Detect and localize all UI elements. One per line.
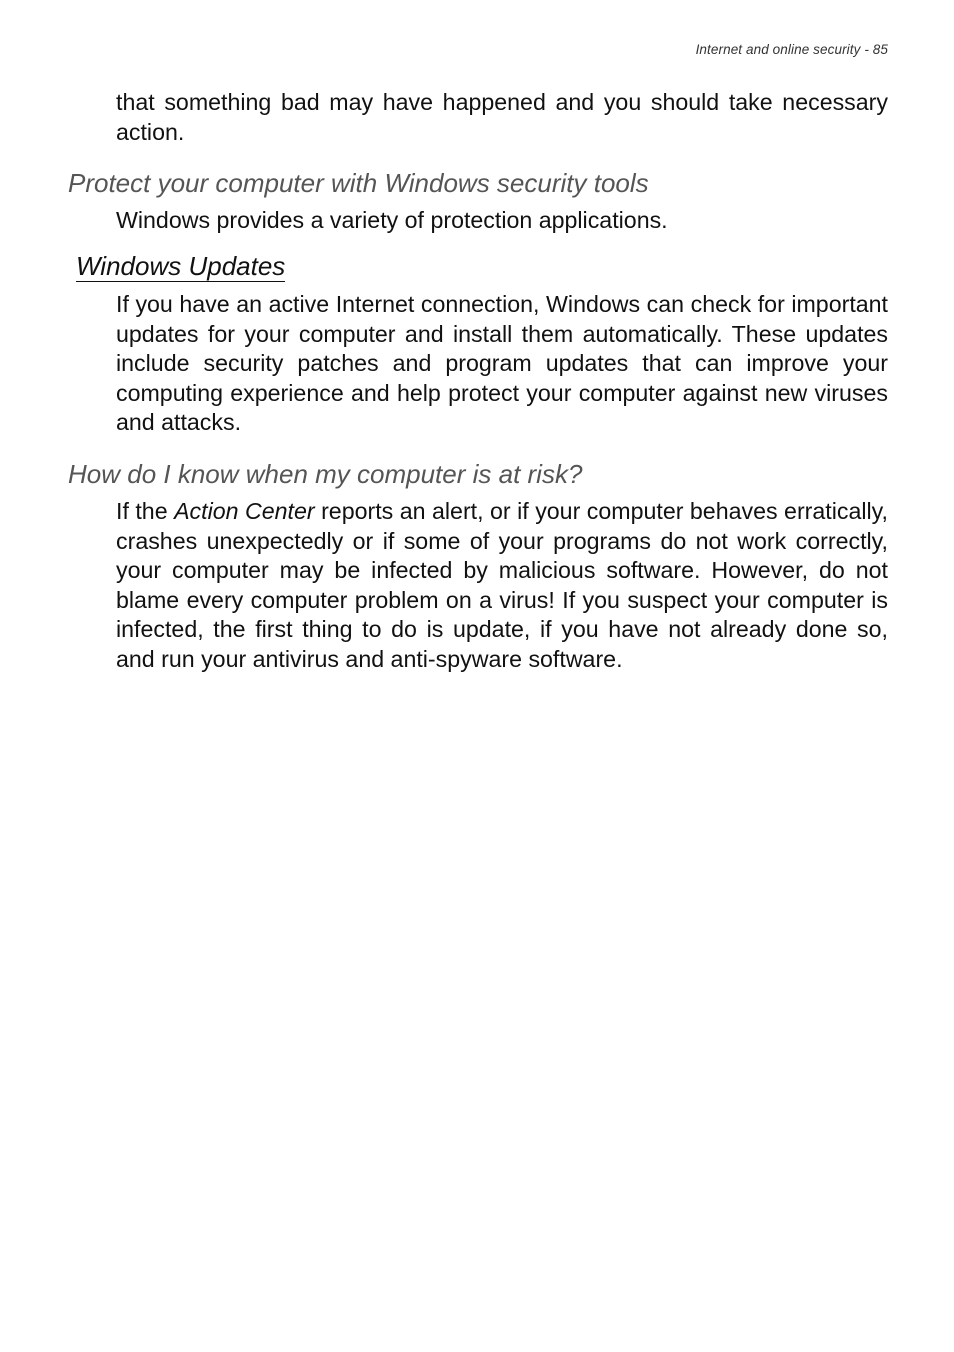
- section-heading-computer-at-risk: How do I know when my computer is at risk?: [68, 459, 583, 489]
- intro-continuation-paragraph: that something bad may have happened and you should take necessary action.: [116, 89, 888, 145]
- computer-at-risk-body: [116, 497, 888, 675]
- windows-updates-body: If you have an active Internet connection, Windows can check for important updates for your computer and install them automatically. These updates include security patches and program updates that can improve your computing experience and help protect your computer against new viruses and attacks.: [116, 291, 888, 436]
- running-header: Internet and online security - 85: [695, 42, 888, 57]
- section-security-tools-body: Windows provides a variety of protection applications.: [116, 207, 668, 233]
- action-center-term: Action Center: [174, 498, 315, 524]
- body-rest: reports an alert, or if your computer behaves erratically, crashes unexpectedly or if some of your programs do not work correctly, your computer may be infected by malicious software. However, do not blame every computer problem on a virus! If you suspect your computer is infected, the first thing to do is update, if you have not already done so, and run your antivirus and anti-spyware software.: [116, 498, 888, 672]
- subheading-windows-updates: Windows Updates: [76, 251, 286, 281]
- body-prefix: If the: [116, 498, 175, 524]
- section-heading-security-tools: Protect your computer with Windows security tools: [68, 168, 649, 198]
